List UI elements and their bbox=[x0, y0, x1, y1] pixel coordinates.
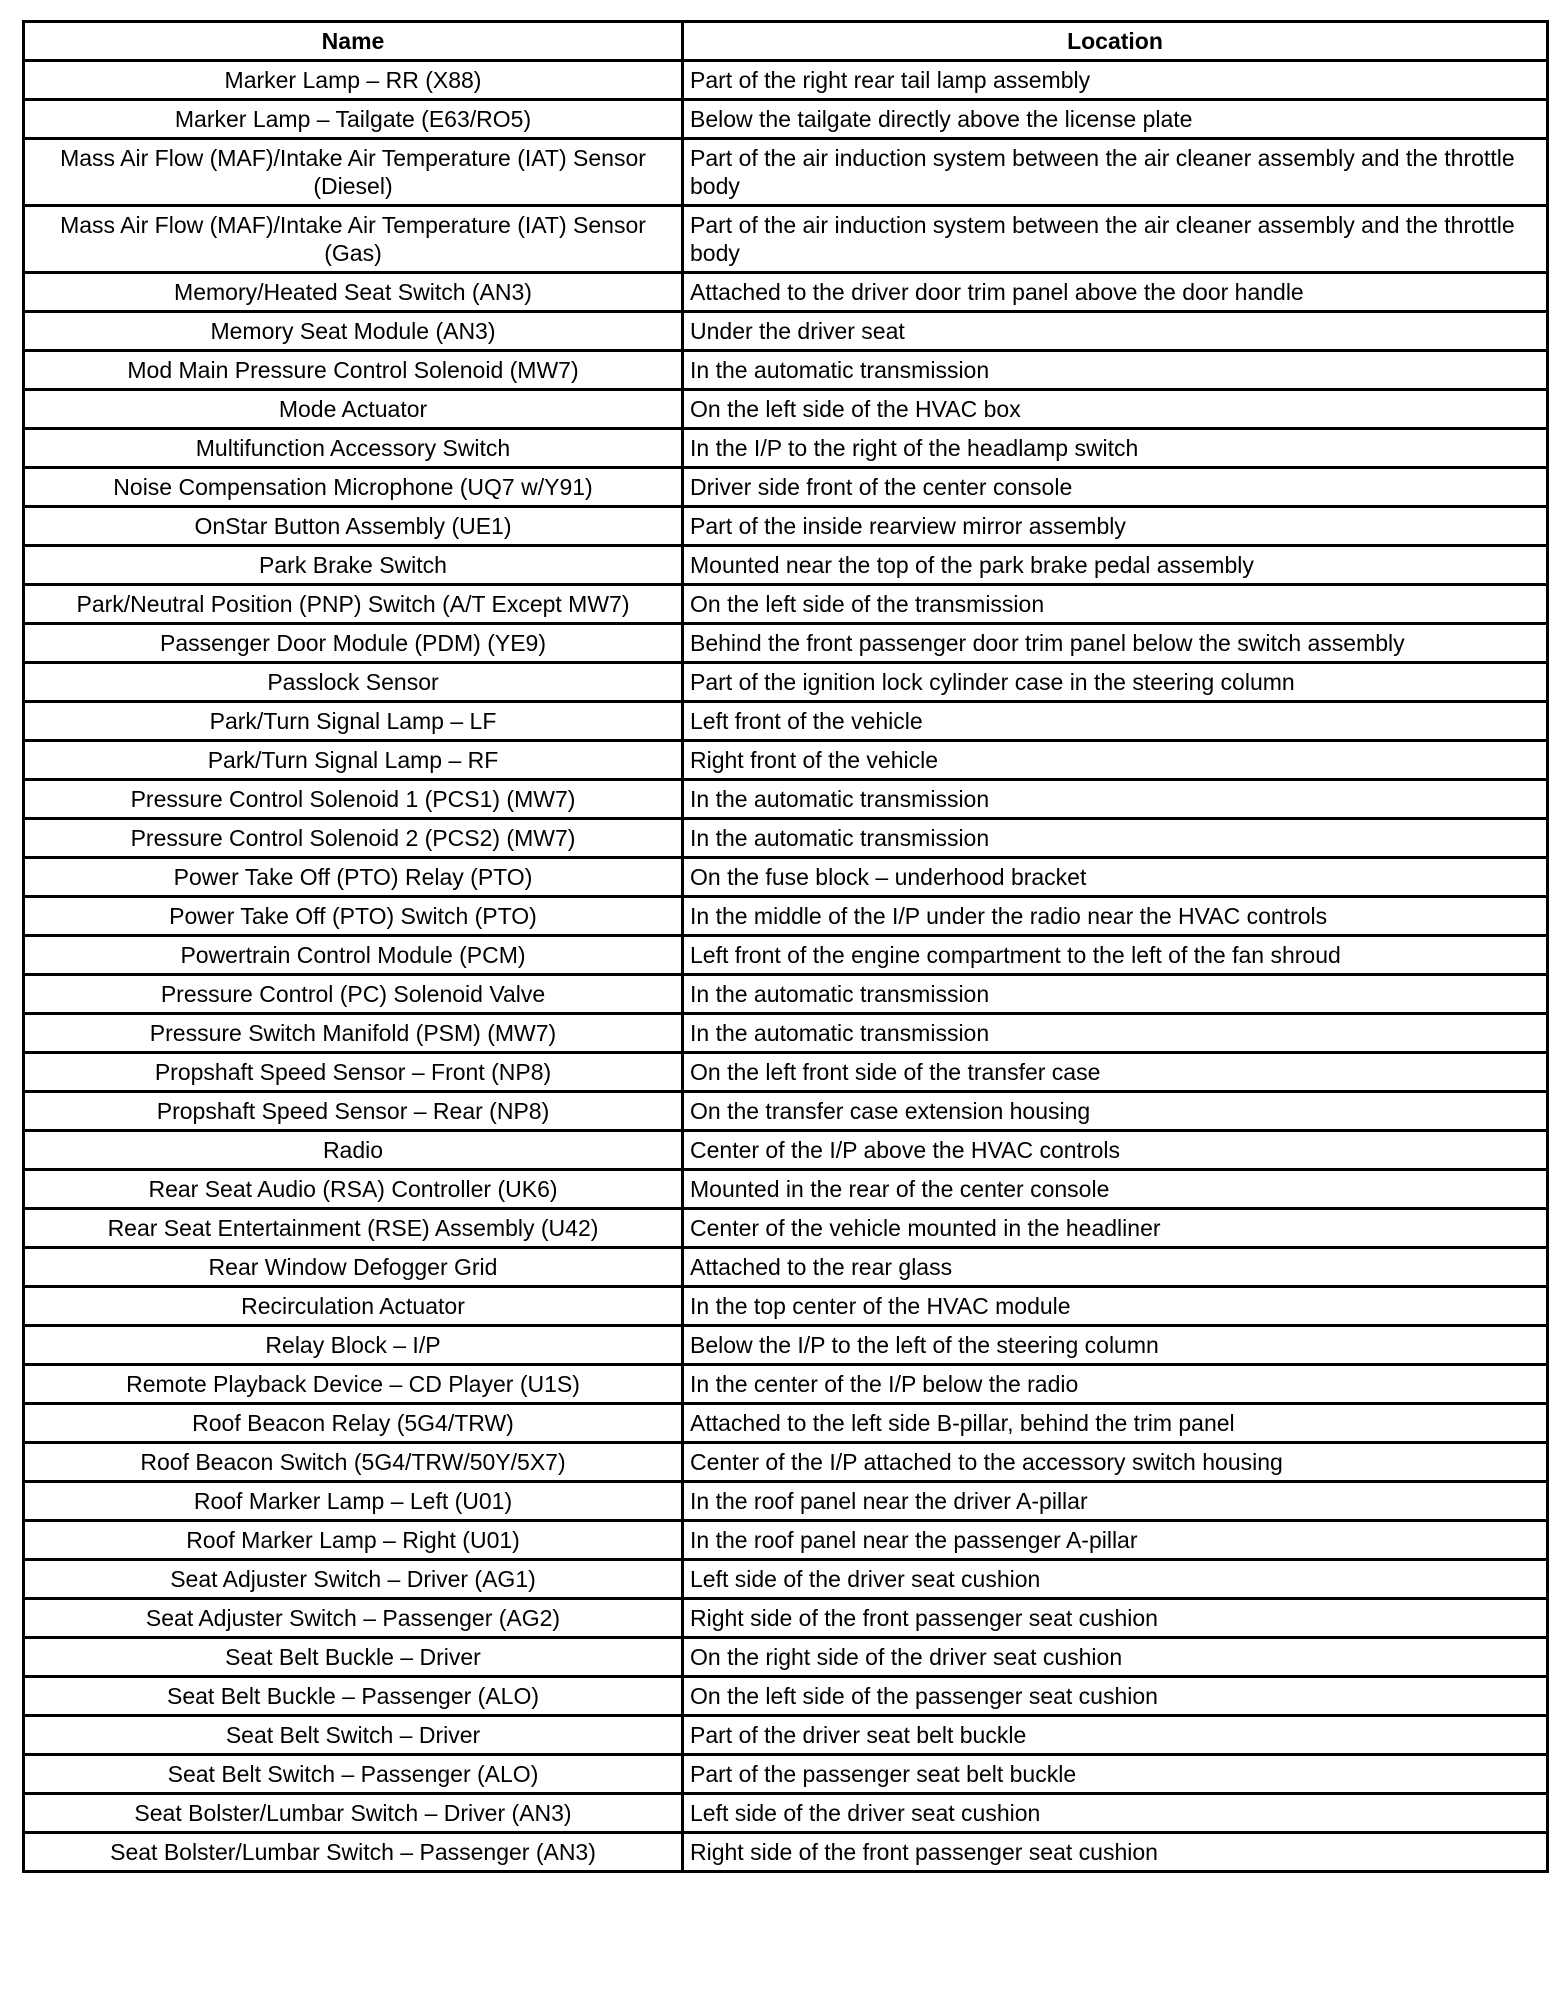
component-name-cell: Roof Beacon Switch (5G4/TRW/50Y/5X7) bbox=[24, 1443, 683, 1482]
component-location-cell: Right front of the vehicle bbox=[683, 741, 1548, 780]
component-location-cell: Left side of the driver seat cushion bbox=[683, 1794, 1548, 1833]
table-row bbox=[24, 351, 1548, 390]
table-row bbox=[24, 100, 1548, 139]
table-row bbox=[24, 139, 1548, 206]
table-row bbox=[24, 507, 1548, 546]
component-name-cell: Seat Belt Buckle – Driver bbox=[24, 1638, 683, 1677]
table-row bbox=[24, 1248, 1548, 1287]
table-row bbox=[24, 1326, 1548, 1365]
component-location-cell: On the left side of the HVAC box bbox=[683, 390, 1548, 429]
table-row bbox=[24, 1131, 1548, 1170]
component-location-cell: In the I/P to the right of the headlamp switch bbox=[683, 429, 1548, 468]
component-location-cell: Driver side front of the center console bbox=[683, 468, 1548, 507]
component-location-cell: In the roof panel near the driver A-pillar bbox=[683, 1482, 1548, 1521]
component-location-cell: In the top center of the HVAC module bbox=[683, 1287, 1548, 1326]
component-location-cell: Behind the front passenger door trim panel below the switch assembly bbox=[683, 624, 1548, 663]
table-row bbox=[24, 1833, 1548, 1872]
table-row bbox=[24, 1053, 1548, 1092]
component-location-cell: In the roof panel near the passenger A-pillar bbox=[683, 1521, 1548, 1560]
component-name-cell: Seat Bolster/Lumbar Switch – Passenger (AN3) bbox=[24, 1833, 683, 1872]
component-name-cell: Pressure Control Solenoid 1 (PCS1) (MW7) bbox=[24, 780, 683, 819]
table-row bbox=[24, 1638, 1548, 1677]
component-name-cell: Seat Adjuster Switch – Passenger (AG2) bbox=[24, 1599, 683, 1638]
component-location-cell: Mounted near the top of the park brake pedal assembly bbox=[683, 546, 1548, 585]
component-location-cell: Left front of the engine compartment to the left of the fan shroud bbox=[683, 936, 1548, 975]
component-location-cell: Under the driver seat bbox=[683, 312, 1548, 351]
component-location-cell: In the center of the I/P below the radio bbox=[683, 1365, 1548, 1404]
component-name-cell: Seat Belt Switch – Passenger (ALO) bbox=[24, 1755, 683, 1794]
component-name-cell: Park Brake Switch bbox=[24, 546, 683, 585]
table-row bbox=[24, 975, 1548, 1014]
table-row bbox=[24, 312, 1548, 351]
component-name-cell: Marker Lamp – Tailgate (E63/RO5) bbox=[24, 100, 683, 139]
component-name-cell: Mass Air Flow (MAF)/Intake Air Temperature (IAT) Sensor (Gas) bbox=[24, 206, 683, 273]
component-location-cell: Below the I/P to the left of the steering column bbox=[683, 1326, 1548, 1365]
component-name-cell: Noise Compensation Microphone (UQ7 w/Y91) bbox=[24, 468, 683, 507]
component-name-cell: Relay Block – I/P bbox=[24, 1326, 683, 1365]
component-location-cell: Attached to the driver door trim panel above the door handle bbox=[683, 273, 1548, 312]
component-location-cell: On the right side of the driver seat cushion bbox=[683, 1638, 1548, 1677]
table-row bbox=[24, 858, 1548, 897]
component-name-cell: Pressure Switch Manifold (PSM) (MW7) bbox=[24, 1014, 683, 1053]
table-row bbox=[24, 663, 1548, 702]
component-location-cell: In the automatic transmission bbox=[683, 780, 1548, 819]
component-location-cell: Below the tailgate directly above the license plate bbox=[683, 100, 1548, 139]
component-name-cell: Rear Window Defogger Grid bbox=[24, 1248, 683, 1287]
component-name-cell: Memory/Heated Seat Switch (AN3) bbox=[24, 273, 683, 312]
component-name-cell: Park/Turn Signal Lamp – RF bbox=[24, 741, 683, 780]
table-row bbox=[24, 936, 1548, 975]
table-row bbox=[24, 468, 1548, 507]
location-column-header: Location bbox=[683, 22, 1548, 61]
component-location-cell: Attached to the left side B-pillar, behind the trim panel bbox=[683, 1404, 1548, 1443]
component-location-cell: Left front of the vehicle bbox=[683, 702, 1548, 741]
component-name-cell: Roof Marker Lamp – Left (U01) bbox=[24, 1482, 683, 1521]
component-name-cell: Seat Belt Switch – Driver bbox=[24, 1716, 683, 1755]
component-name-cell: Pressure Control Solenoid 2 (PCS2) (MW7) bbox=[24, 819, 683, 858]
table-row bbox=[24, 819, 1548, 858]
component-name-cell: Rear Seat Entertainment (RSE) Assembly (U42) bbox=[24, 1209, 683, 1248]
table-row bbox=[24, 1014, 1548, 1053]
table-row bbox=[24, 1794, 1548, 1833]
name-column-header: Name bbox=[24, 22, 683, 61]
table-row bbox=[24, 624, 1548, 663]
component-name-cell: Mod Main Pressure Control Solenoid (MW7) bbox=[24, 351, 683, 390]
table-row bbox=[24, 897, 1548, 936]
table-row bbox=[24, 1209, 1548, 1248]
table-row bbox=[24, 1092, 1548, 1131]
component-location-cell: In the automatic transmission bbox=[683, 1014, 1548, 1053]
table-row bbox=[24, 1677, 1548, 1716]
component-name-cell: Remote Playback Device – CD Player (U1S) bbox=[24, 1365, 683, 1404]
component-location-cell: Part of the driver seat belt buckle bbox=[683, 1716, 1548, 1755]
component-name-cell: Mode Actuator bbox=[24, 390, 683, 429]
table-row bbox=[24, 206, 1548, 273]
component-location-cell: Part of the inside rearview mirror assembly bbox=[683, 507, 1548, 546]
component-location-cell: In the automatic transmission bbox=[683, 975, 1548, 1014]
component-location-cell: On the transfer case extension housing bbox=[683, 1092, 1548, 1131]
component-name-cell: Recirculation Actuator bbox=[24, 1287, 683, 1326]
component-location-cell: Left side of the driver seat cushion bbox=[683, 1560, 1548, 1599]
table-row bbox=[24, 273, 1548, 312]
component-location-cell: Part of the air induction system between the air cleaner assembly and the throttle body bbox=[683, 139, 1548, 206]
component-location-cell: On the left front side of the transfer case bbox=[683, 1053, 1548, 1092]
table-row bbox=[24, 1482, 1548, 1521]
table-row bbox=[24, 1599, 1548, 1638]
component-name-cell: Propshaft Speed Sensor – Front (NP8) bbox=[24, 1053, 683, 1092]
table-row bbox=[24, 1170, 1548, 1209]
component-location-cell: In the automatic transmission bbox=[683, 819, 1548, 858]
component-name-cell: Passlock Sensor bbox=[24, 663, 683, 702]
component-name-cell: Seat Bolster/Lumbar Switch – Driver (AN3) bbox=[24, 1794, 683, 1833]
table-row bbox=[24, 61, 1548, 100]
table-row bbox=[24, 780, 1548, 819]
component-name-cell: Memory Seat Module (AN3) bbox=[24, 312, 683, 351]
component-location-cell: Center of the I/P above the HVAC controls bbox=[683, 1131, 1548, 1170]
component-location-cell: On the fuse block – underhood bracket bbox=[683, 858, 1548, 897]
component-locator-table bbox=[22, 20, 1549, 1873]
component-location-cell: Part of the right rear tail lamp assembly bbox=[683, 61, 1548, 100]
component-location-cell: Mounted in the rear of the center console bbox=[683, 1170, 1548, 1209]
component-name-cell: Power Take Off (PTO) Switch (PTO) bbox=[24, 897, 683, 936]
component-name-cell: Park/Turn Signal Lamp – LF bbox=[24, 702, 683, 741]
component-location-cell: In the automatic transmission bbox=[683, 351, 1548, 390]
component-name-cell: Propshaft Speed Sensor – Rear (NP8) bbox=[24, 1092, 683, 1131]
component-location-cell: Part of the passenger seat belt buckle bbox=[683, 1755, 1548, 1794]
component-name-cell: Roof Beacon Relay (5G4/TRW) bbox=[24, 1404, 683, 1443]
table-row bbox=[24, 1443, 1548, 1482]
component-name-cell: Multifunction Accessory Switch bbox=[24, 429, 683, 468]
component-location-cell: On the left side of the passenger seat cushion bbox=[683, 1677, 1548, 1716]
component-name-cell: Pressure Control (PC) Solenoid Valve bbox=[24, 975, 683, 1014]
table-header-row bbox=[24, 22, 1548, 61]
table-row bbox=[24, 585, 1548, 624]
table-row bbox=[24, 1716, 1548, 1755]
component-name-cell: Seat Adjuster Switch – Driver (AG1) bbox=[24, 1560, 683, 1599]
component-location-cell: In the middle of the I/P under the radio near the HVAC controls bbox=[683, 897, 1548, 936]
table-body bbox=[24, 61, 1548, 1872]
component-location-cell: Attached to the rear glass bbox=[683, 1248, 1548, 1287]
component-name-cell: Rear Seat Audio (RSA) Controller (UK6) bbox=[24, 1170, 683, 1209]
component-location-cell: Part of the air induction system between the air cleaner assembly and the throttle body bbox=[683, 206, 1548, 273]
component-name-cell: Marker Lamp – RR (X88) bbox=[24, 61, 683, 100]
component-name-cell: OnStar Button Assembly (UE1) bbox=[24, 507, 683, 546]
component-name-cell: Park/Neutral Position (PNP) Switch (A/T Except MW7) bbox=[24, 585, 683, 624]
table-row bbox=[24, 1755, 1548, 1794]
table-row bbox=[24, 1560, 1548, 1599]
table-row bbox=[24, 390, 1548, 429]
table-row bbox=[24, 546, 1548, 585]
component-name-cell: Seat Belt Buckle – Passenger (ALO) bbox=[24, 1677, 683, 1716]
table-row bbox=[24, 1404, 1548, 1443]
component-location-cell: Part of the ignition lock cylinder case in the steering column bbox=[683, 663, 1548, 702]
component-name-cell: Roof Marker Lamp – Right (U01) bbox=[24, 1521, 683, 1560]
component-location-cell: Center of the vehicle mounted in the headliner bbox=[683, 1209, 1548, 1248]
component-location-cell: On the left side of the transmission bbox=[683, 585, 1548, 624]
component-name-cell: Powertrain Control Module (PCM) bbox=[24, 936, 683, 975]
table-row bbox=[24, 1287, 1548, 1326]
component-name-cell: Passenger Door Module (PDM) (YE9) bbox=[24, 624, 683, 663]
table-row bbox=[24, 429, 1548, 468]
component-location-cell: Right side of the front passenger seat cushion bbox=[683, 1599, 1548, 1638]
table-row bbox=[24, 1365, 1548, 1404]
table-row bbox=[24, 702, 1548, 741]
component-name-cell: Mass Air Flow (MAF)/Intake Air Temperature (IAT) Sensor (Diesel) bbox=[24, 139, 683, 206]
component-location-cell: Right side of the front passenger seat cushion bbox=[683, 1833, 1548, 1872]
table-row bbox=[24, 1521, 1548, 1560]
component-name-cell: Radio bbox=[24, 1131, 683, 1170]
table-row bbox=[24, 741, 1548, 780]
component-name-cell: Power Take Off (PTO) Relay (PTO) bbox=[24, 858, 683, 897]
component-location-cell: Center of the I/P attached to the accessory switch housing bbox=[683, 1443, 1548, 1482]
